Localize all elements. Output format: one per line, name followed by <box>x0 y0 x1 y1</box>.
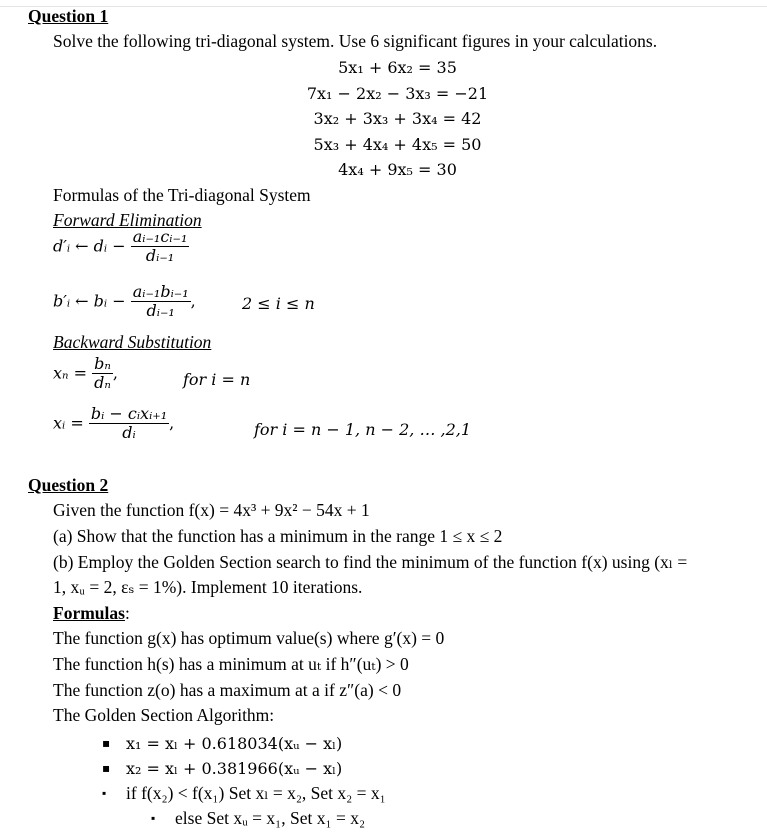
q2-part-a: (a) Show that the function has a minimum in the range 1 ≤ x ≤ 2 <box>53 526 503 546</box>
minimum-line: The function h(s) has a minimum at uₜ if h″(uₜ) > 0 <box>53 654 409 674</box>
q2-part-b-line2: 1, xᵤ = 2, εₛ = 1%). Implement 10 iterations. <box>53 577 363 597</box>
xn-condition: for i = n <box>183 370 251 389</box>
algorithm-list <box>126 731 386 806</box>
optimum-line: The function g(x) has optimum value(s) where g′(x) = 0 <box>53 628 445 648</box>
equation-2: 7x₁ − 2x₂ − 3x₃ = −21 <box>306 83 489 103</box>
b-prime-numerator: aᵢ₋₁bᵢ₋₁ <box>132 282 189 301</box>
equation-3: 3x₂ + 3x₃ + 3x₄ = 42 <box>313 109 482 128</box>
q2-given: Given the function f(x) = 4x³ + 9x² − 54x + 1 <box>53 500 370 520</box>
xn-denominator: dₙ <box>94 373 111 393</box>
xi-lhs: xᵢ = <box>53 413 84 433</box>
q2-formulas-label: Formulas <box>53 603 125 623</box>
formulas-heading: Formulas of the Tri-diagonal System <box>53 185 311 205</box>
equation-4: 5x₃ + 4x₄ + 4x₅ = 50 <box>313 134 482 154</box>
formula-b-prime: b′ᵢ ← bᵢ − $\frac{\text{aᵢ₋₁bᵢ₋₁}}{\text{dᵢ₋₁}}$ , <box>53 282 196 321</box>
xn-lhs: xₙ = <box>53 363 87 383</box>
d-prime-denominator: dᵢ₋₁ <box>131 246 190 265</box>
forward-elimination-heading: Forward Elimination <box>53 210 202 230</box>
b-prime-denominator: dᵢ₋₁ <box>131 301 191 320</box>
q2-title: Question 2 <box>28 475 109 495</box>
d-prime-lhs: d′ᵢ ← dᵢ − <box>53 236 126 256</box>
formula-xi: xᵢ = $\frac{\text{bᵢ − cᵢxᵢ₊₁}}{\text{dᵢ}}$ , <box>53 404 175 443</box>
xn-numerator: bₙ <box>94 354 111 373</box>
xn-fraction <box>92 355 113 393</box>
golden-section-heading: The Golden Section Algorithm: <box>53 705 275 725</box>
d-prime-numerator: aᵢ₋₁cᵢ₋₁ <box>132 227 188 246</box>
index-range: 2 ≤ i ≤ n <box>242 294 315 313</box>
q2-formulas-colon: : <box>124 603 130 623</box>
xi-denominator: dᵢ <box>89 423 169 442</box>
xi-numerator: bᵢ − cᵢxᵢ₊₁ <box>90 404 168 423</box>
equation-1: 5x₁ + 6x₂ = 35 <box>338 58 457 77</box>
equation-5: 4x₄ + 9x₅ = 30 <box>338 160 457 179</box>
q2-part-b-line1: (b) Employ the Golden Section search to find the minimum of the function f(x) using (xₗ = <box>53 552 688 572</box>
formula-d-prime <box>53 228 189 266</box>
algorithm-step-2: ▪ x₂ = xₗ + 0.381966(xᵤ − xₗ) <box>126 756 386 781</box>
algorithm-step-3: ▪ if f(x₂) < f(x₁) Set xₗ = x₂, Set x₂ = x₁ <box>126 781 386 806</box>
top-rule <box>0 6 767 7</box>
q2-formulas-heading <box>53 603 130 624</box>
q1-intro: Solve the following tri-diagonal system. Use 6 significant figures in your calculations. <box>53 31 658 51</box>
xi-condition: for i = n − 1, n − 2, … ,2,1 <box>254 420 472 439</box>
algorithm-else-step: ▪ else Set xᵤ = x₁, Set x₁ = x₂ <box>175 806 365 831</box>
backward-substitution-heading: Backward Substitution <box>53 332 212 352</box>
algorithm-substep <box>175 806 365 831</box>
q1-title: Question 1 <box>28 6 109 26</box>
xi-fraction <box>89 405 169 443</box>
b-prime-fraction <box>131 283 191 321</box>
formula-xn: xₙ = $\frac{\text{bₙ}}{\text{dₙ}}$ , <box>53 354 118 393</box>
maximum-line: The function z(o) has a maximum at a if z″(a) < 0 <box>53 680 402 700</box>
equation-system <box>290 55 505 183</box>
d-prime-fraction <box>131 228 190 266</box>
b-prime-lhs: b′ᵢ ← bᵢ − <box>53 291 126 311</box>
algorithm-step-1: ▪ x₁ = xₗ + 0.618034(xᵤ − xₗ) <box>126 731 386 756</box>
